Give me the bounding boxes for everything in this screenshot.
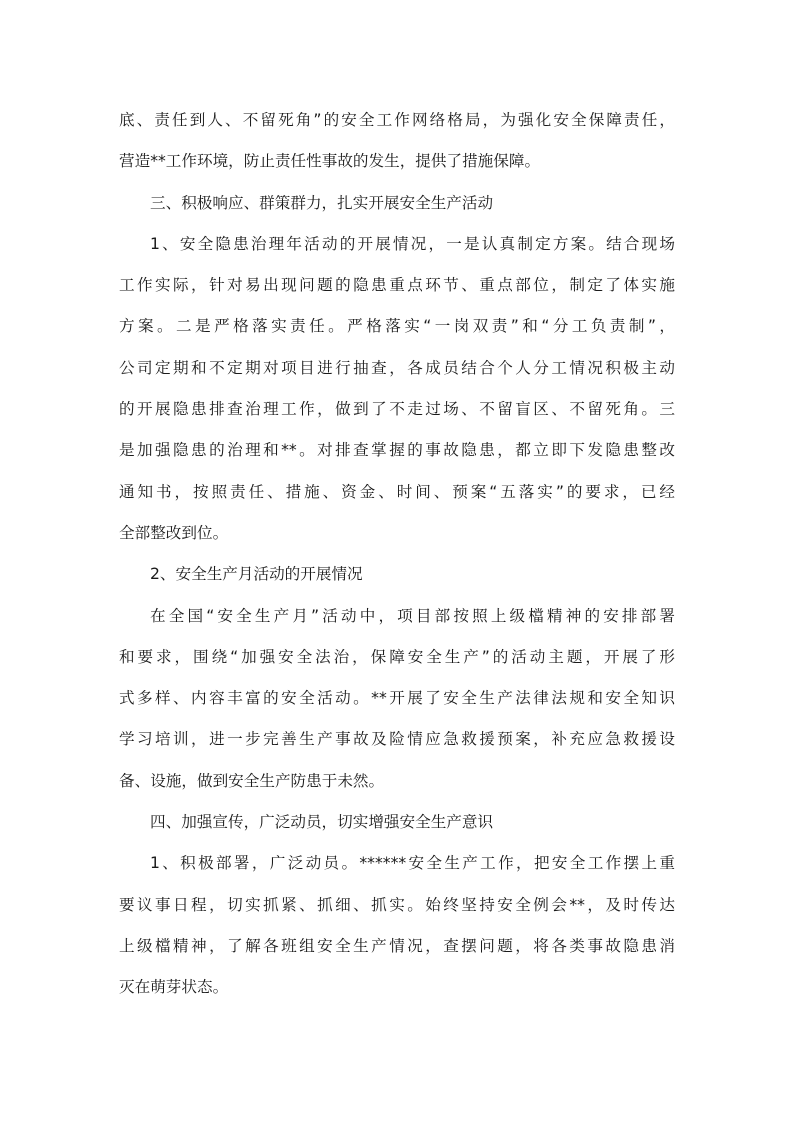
section-heading-3 (119, 183, 675, 224)
heading-line: 三、积极响应、群策群力，扎实开展安全生产活动 (150, 193, 494, 212)
section-heading-4 (119, 802, 675, 843)
text-line: 在全国“安全生产月”活动中，项目部按照上级檔精神的安排部署 (150, 606, 675, 625)
text-line: 式多样、内容丰富的安全活动。**开展了安全生产法律法规和安全知识 (119, 689, 675, 708)
paragraph-hazard-governance (119, 224, 675, 554)
text-line: 和要求，围绕“加强安全法治，保障安全生产”的活动主题，开展了形 (119, 647, 675, 666)
text-line: 全部整改到位。 (119, 523, 229, 542)
paragraph-deployment (119, 843, 675, 1008)
paragraph-continuation (119, 100, 675, 183)
text-line: 通知书，按照责任、措施、资金、时间、预案“五落实”的要求，已经 (119, 482, 675, 501)
subheading-safety-month (119, 554, 675, 595)
text-line: 是加强隐患的治理和**。对排查掌握的事故隐患，都立即下发隐患整改 (119, 441, 675, 460)
paragraph-safety-month (119, 596, 675, 802)
text-line: 上级檔精神，了解各班组安全生产情况，查摆问题，将各类事故隐患消 (119, 936, 675, 955)
heading-line: 四、加强宣传，广泛动员，切实增强安全生产意识 (150, 813, 494, 832)
text-line: 学习培训，进一步完善生产事故及险情应急救援预案，补充应急救援设 (119, 730, 675, 749)
document-body (119, 100, 675, 1009)
text-line: 1、积极部署，广泛动员。******安全生产工作，把安全工作摆上重 (150, 854, 675, 873)
subheading-line: 2、安全生产月活动的开展情况 (150, 565, 363, 584)
text-line: 公司定期和不定期对项目进行抽查，各成员结合个人分工情况积极主动 (119, 358, 675, 377)
text-line: 1、安全隐患治理年活动的开展情况，一是认真制定方案。结合现场 (150, 234, 675, 253)
text-line: 方案。二是严格落实责任。严格落实“一岗双责”和“分工负责制”， (119, 317, 675, 336)
text-line: 要议事日程，切实抓紧、抓细、抓实。始终坚持安全例会**，及时传达 (119, 895, 675, 914)
text-line: 营造**工作环境，防止责任性事故的发生，提供了措施保障。 (119, 152, 541, 171)
text-line: 灭在萌芽状态。 (119, 978, 229, 997)
text-line: 底、责任到人、不留死角”的安全工作网络格局，为强化安全保障责任， (119, 111, 675, 129)
text-line: 备、设施，做到安全生产防患于未然。 (119, 771, 385, 790)
text-line: 的开展隐患排查治理工作，做到了不走过场、不留盲区、不留死角。三 (119, 400, 675, 419)
text-line: 工作实际，针对易出现问题的隐患重点环节、重点部位，制定了体实施 (119, 276, 675, 295)
